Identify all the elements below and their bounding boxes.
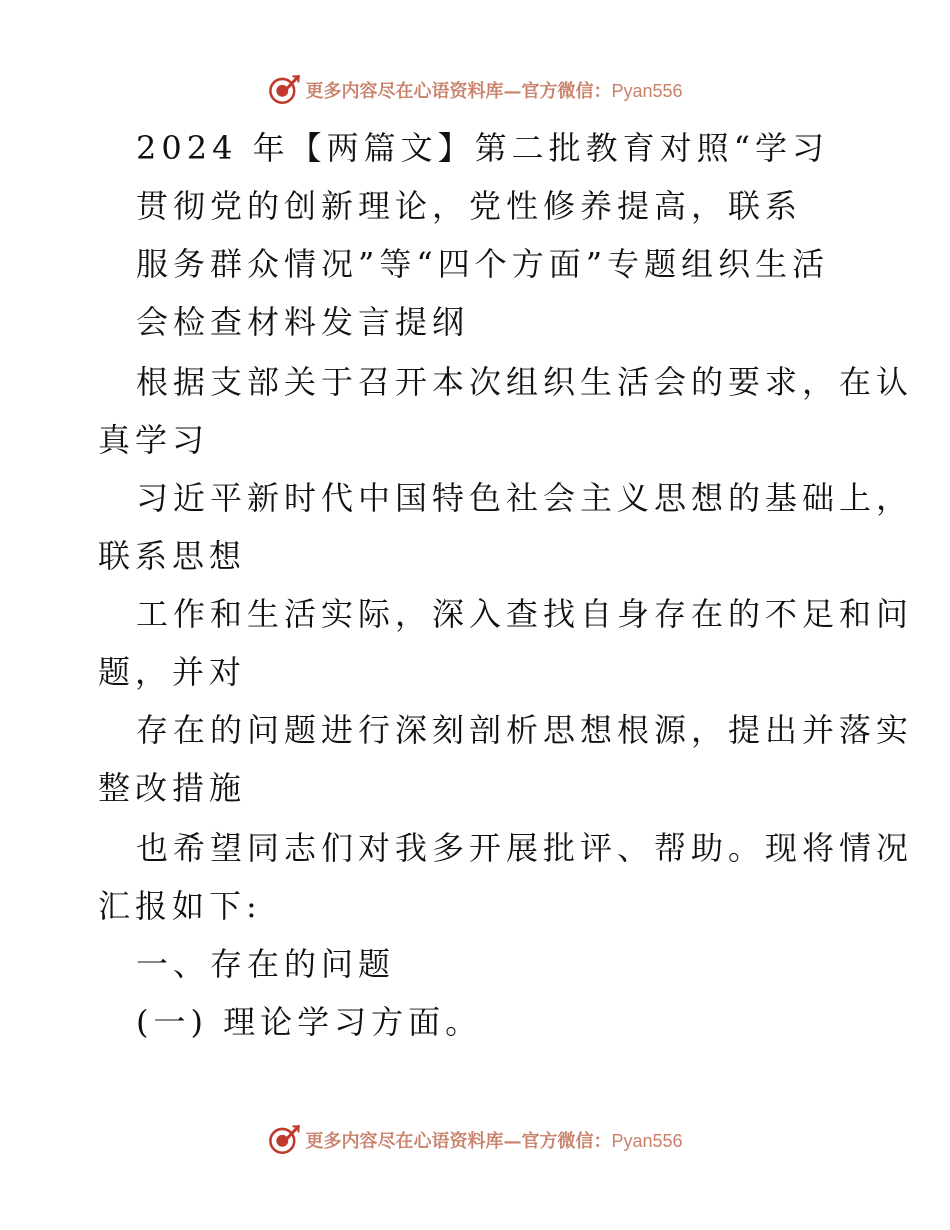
body-line: 存在的问题进行深刻剖析思想根源，提出并落实: [136, 711, 914, 749]
body-line: 工作和生活实际，深入查找自身存在的不足和问: [136, 595, 914, 633]
body-line: 题，并对: [98, 653, 247, 691]
document-title-line-4: 会检查材料发言提纲: [136, 303, 470, 341]
document-title-line-3: 服务群众情况”等“四个方面”专题组织生活: [136, 245, 830, 283]
body-line: 联系思想: [98, 537, 247, 575]
subsection-heading: (一) 理论学习方面。: [136, 1003, 483, 1041]
document-title-line-2: 贯彻党的创新理论，党性修养提高，联系: [136, 187, 803, 225]
watermark-text: 更多内容尽在心语资料库—官方微信：Pyan556: [305, 1131, 683, 1152]
pen-logo-icon: [267, 1123, 301, 1157]
body-line: 汇报如下:: [98, 887, 262, 925]
wechat-id: Pyan556: [611, 81, 683, 101]
body-line: 习近平新时代中国特色社会主义思想的基础上，: [136, 479, 914, 517]
section-heading: 一、存在的问题: [136, 945, 396, 983]
header-watermark: [0, 70, 950, 110]
body-line: 也希望同志们对我多开展批评、帮助。现将情况: [136, 829, 914, 867]
watermark-text: 更多内容尽在心语资料库—官方微信：Pyan556: [305, 81, 683, 102]
footer-watermark: [0, 1120, 950, 1160]
pen-logo-icon: [267, 73, 301, 107]
document-title-line-1: 2024 年【两篇文】第二批教育对照“学习: [136, 129, 829, 167]
body-line: 根据支部关于召开本次组织生活会的要求，在认: [136, 363, 914, 401]
wechat-id: Pyan556: [611, 1131, 683, 1151]
body-line: 真学习: [98, 421, 210, 459]
body-line: 整改措施: [98, 769, 247, 807]
